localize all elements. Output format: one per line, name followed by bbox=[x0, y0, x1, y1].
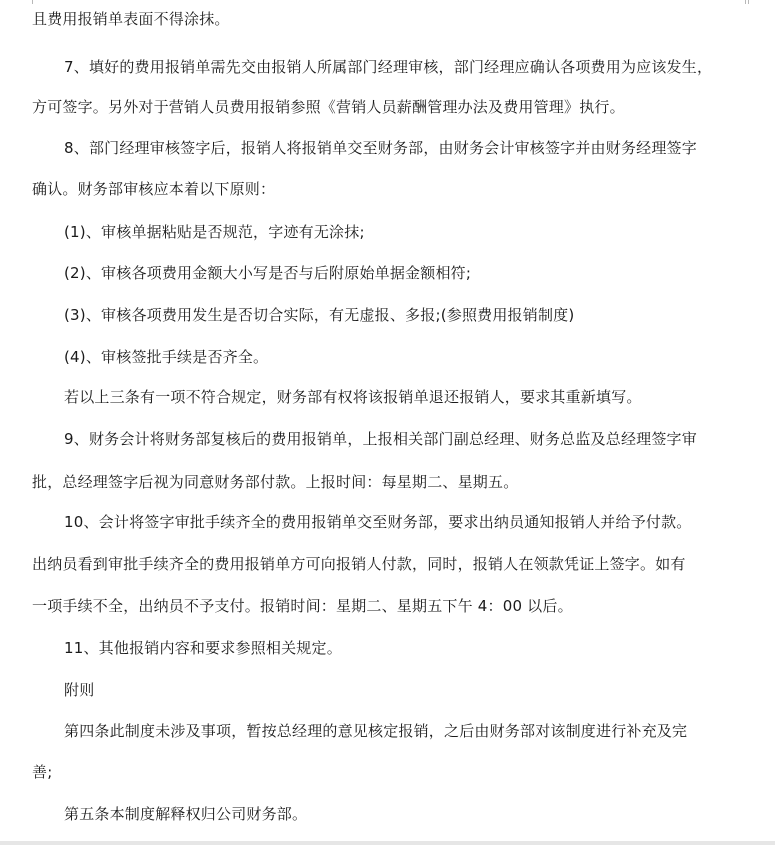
text-line: 批，总经理签字后视为同意财务部付款。上报时间：每星期二、星期五。 bbox=[32, 473, 519, 491]
text-line: 且费用报销单表面不得涂抹。 bbox=[32, 10, 230, 28]
text-line: 8、部门经理审核签字后，报销人将报销单交至财务部，由财务会计审核签字并由财务经理签字 bbox=[64, 139, 697, 157]
text-line: 附则 bbox=[64, 681, 95, 699]
text-line: (2)、审核各项费用金额大小写是否与后附原始单据金额相符; bbox=[64, 264, 472, 282]
text-line: 确认。财务部审核应本着以下原则： bbox=[32, 180, 276, 198]
margin-mark-right-2 bbox=[748, 0, 749, 4]
text-line: 一项手续不全，出纳员不予支付。报销时间：星期二、星期五下午 4：00 以后。 bbox=[32, 597, 573, 615]
text-line: (3)、审核各项费用发生是否切合实际，有无虚报、多报;(参照费用报销制度) bbox=[64, 306, 575, 324]
text-line: 第四条此制度未涉及事项，暂按总经理的意见核定报销，之后由财务部对该制度进行补充及完 bbox=[64, 722, 688, 740]
text-line: (1)、审核单据粘贴是否规范，字迹有无涂抹; bbox=[64, 223, 365, 241]
margin-mark-left bbox=[32, 0, 33, 4]
margin-mark-right bbox=[745, 0, 746, 4]
text-line: 若以上三条有一项不符合规定，财务部有权将该报销单退还报销人，要求其重新填写。 bbox=[64, 388, 642, 406]
text-line: 善; bbox=[32, 763, 53, 781]
text-line: (4)、审核签批手续是否齐全。 bbox=[64, 348, 269, 366]
text-line: 10、会计将签字审批手续齐全的费用报销单交至财务部，要求出纳员通知报销人并给予付款。 bbox=[64, 513, 692, 531]
text-line: 出纳员看到审批手续齐全的费用报销单方可向报销人付款，同时，报销人在领款凭证上签字。如有 bbox=[32, 555, 686, 573]
text-line: 7、填好的费用报销单需先交由报销人所属部门经理审核，部门经理应确认各项费用为应该发生， bbox=[64, 58, 713, 76]
bottom-divider bbox=[0, 841, 775, 845]
text-line: 方可签字。另外对于营销人员费用报销参照《营销人员薪酬管理办法及费用管理》执行。 bbox=[32, 98, 625, 116]
text-line: 11、其他报销内容和要求参照相关规定。 bbox=[64, 639, 342, 657]
text-line: 第五条本制度解释权归公司财务部。 bbox=[64, 805, 308, 823]
text-line: 9、财务会计将财务部复核后的费用报销单，上报相关部门副总经理、财务总监及总经理签字审 bbox=[64, 430, 697, 448]
